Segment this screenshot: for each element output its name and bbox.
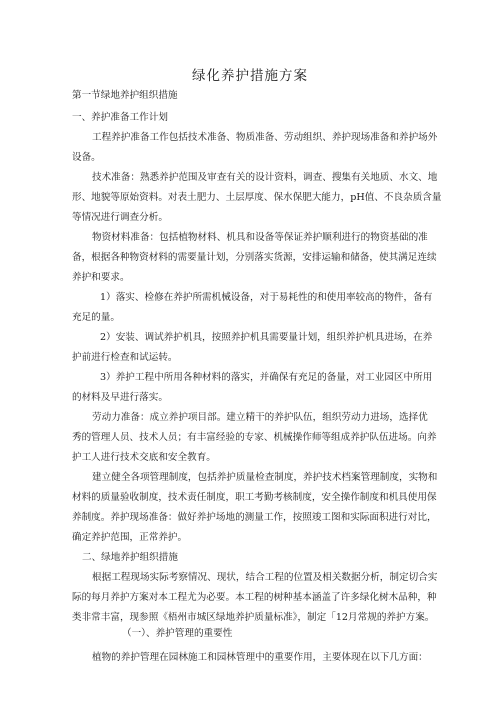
paragraph-line: 确定养护范围，正常养护。	[72, 532, 188, 543]
list-item-line: 3）养护工程中所用各种材料的落实，并确保有充足的备量，对工业园区中所用	[100, 372, 433, 383]
paragraph-line: 形、地貌等原始资料。对表土肥力、土层厚度、保水保肥大能力，pH值、不良杂质含量	[72, 192, 442, 203]
paragraph-line: 建立健全各项管理制度，包括养护质量检查制度，养护技术档案管理制度，实物和	[92, 472, 438, 483]
paragraph-line: 等情况进行调查分析。	[72, 212, 168, 223]
paragraph-line: 植物的养护管理在园林施工和园林管理中的重要作用，主要体现在以下几方面：	[92, 652, 428, 663]
paragraph-line: 护工人进行技术交底和安全教育。	[72, 452, 216, 463]
list-item-line: 2）安装、调试养护机具，按照养护机具需要量计划，组织养护机具进场，在养	[100, 332, 433, 343]
list-item-line: 的材料及早进行落实。	[72, 392, 168, 403]
subsection-heading: （一）、养护管理的重要性	[122, 628, 233, 639]
list-item-line: 护前进行检查和试运转。	[72, 352, 178, 363]
paragraph-line: 秀的管理人员、技术人员；有丰富经验的专家、机械操作师等组成养护队伍进场。向养	[72, 432, 437, 443]
paragraph-line: 类非常丰富，现参照《梧州市城区绿地养护质量标准》，制定「12月常规的养护方案。	[72, 612, 435, 623]
paragraph-line: 工程养护准备工作包括技术准备、物质准备、劳动组织、养护现场准备和养护场外	[92, 132, 438, 143]
document-title: 绿化养护措施方案	[192, 68, 308, 84]
paragraph-line: 养制度。养护现场准备：做好养护场地的测量工作，按照竣工图和实际面积进行对比，	[72, 512, 437, 523]
subsection-heading: 二、绿地养护组织措施	[82, 552, 178, 563]
paragraph-line: 根据工程现场实际考察情况、现状，结合工程的位置及相关数据分析，制定切合实	[92, 572, 438, 583]
subsection-heading: 一、养护准备工作计划	[72, 112, 168, 123]
list-item-line: 充足的量。	[72, 312, 120, 323]
paragraph-line: 际的每月养护方案对本工程尤为必要。本工程的树种基本涵盖了许多绿化树木品种，种	[72, 592, 437, 603]
list-item-line: 1）落实、检修在养护所需机械设备，对于易耗性的和使用率较高的物件，备有	[100, 292, 433, 303]
paragraph-line: 劳动力准备：成立养护项目部。建立精干的养护队伍，组织劳动力进场，选择优	[92, 412, 428, 423]
paragraph-line: 材料的质量验收制度，技术责任制度，职工考勤考核制度，安全操作制度和机具使用保	[72, 492, 437, 503]
paragraph-line: 技术准备：熟悉养护范围及审查有关的设计资料，调查、搜集有关地质、水文、地	[92, 172, 438, 183]
paragraph-line: 设备。	[72, 152, 101, 163]
section-heading: 第一节绿地养护组织措施	[72, 90, 178, 101]
paragraph-line: 养护和要求。	[72, 272, 130, 283]
paragraph-line: 物资材料准备：包括植物材料、机具和设备等保证养护顺利进行的物资基础的准	[92, 232, 428, 243]
paragraph-line: 备，根据各种物资材料的需要量计划，分别落实货源，安排运输和储备，使其满足连续	[72, 252, 437, 263]
